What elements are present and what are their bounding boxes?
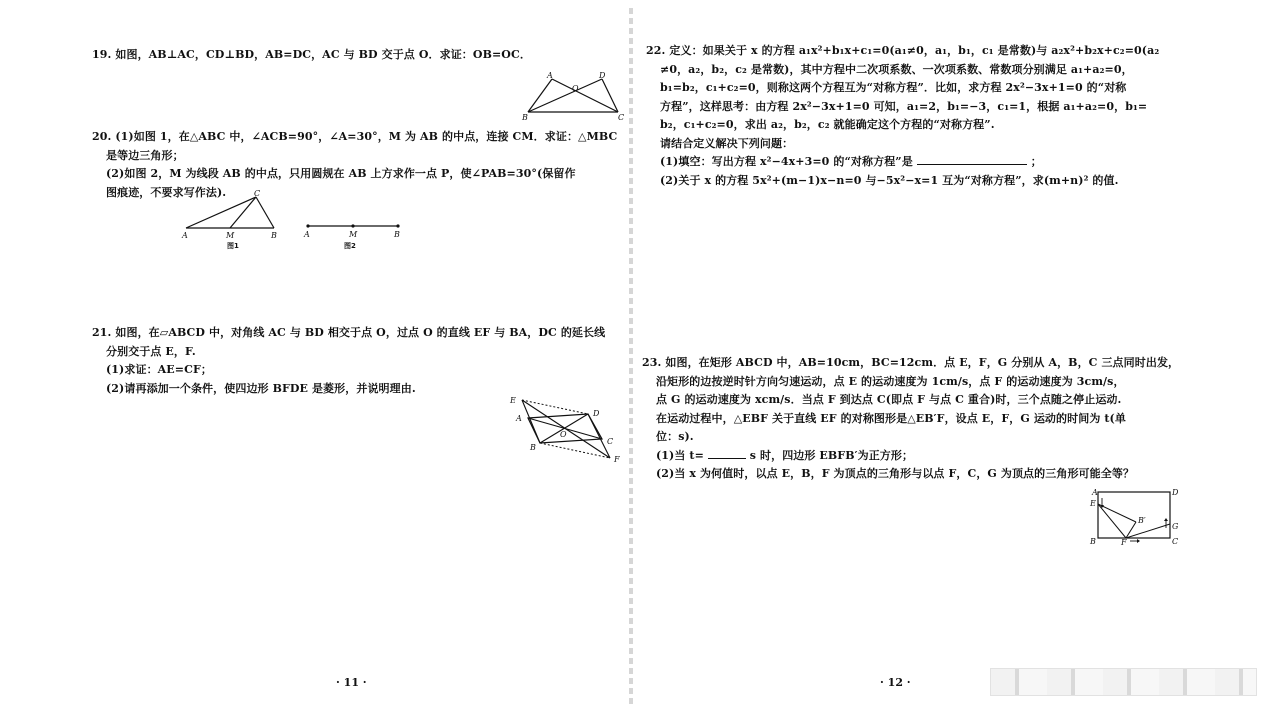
figure-q23 <box>1086 486 1182 546</box>
left-page <box>0 0 632 719</box>
fig2-label-m: M <box>349 230 358 239</box>
question-21-line-3: (1)求证：AE=CF； <box>106 363 212 376</box>
question-23-line-7: (2)当 x 为何值时，以点 E，B，F 为顶点的三角形与以点 F，C，G 为顶点的三角形可能全等？ <box>656 467 1135 480</box>
fig23-label-g: G <box>1172 522 1179 531</box>
figure-q19-label-b: B <box>522 113 528 122</box>
fig23-label-bprime: B′ <box>1138 516 1146 525</box>
question-23-line-6 <box>642 447 1179 466</box>
question-22-line-6: 请结合定义解决下列问题： <box>660 136 794 150</box>
question-23 <box>642 354 1179 484</box>
fig21-label-o: O <box>560 430 567 439</box>
answer-blank-time-t[interactable] <box>708 447 746 459</box>
question-23-line-4: 在运动过程中，△EBF 关于直线 EF 的对称图形是△EB′F，设点 E，F，G 运动的时间为 t(单 <box>656 411 1126 425</box>
fig2-label-a: A <box>304 230 310 239</box>
question-23-line-1: 23. 如图，在矩形 ABCD 中，AB=10cm，BC=12cm．点 E，F，G 分别从 A，B，C 三点同时出发， <box>642 356 1180 369</box>
fig23-label-a: A <box>1092 488 1098 497</box>
fig1-label-b: B <box>271 231 277 240</box>
page-number-right: · 12 · <box>880 676 911 689</box>
fig23-label-b: B <box>1090 537 1096 546</box>
question-22-line-2: ≠0，a₂，b₂，c₂ 是常数)，其中方程中二次项系数、一次项系数、常数项分别满足 a₁+a₂=0， <box>660 62 1133 76</box>
figure-q21 <box>506 392 626 468</box>
fig21-label-b: B <box>530 443 536 452</box>
question-22-line-5: b₂，c₁+c₂=0，求出 a₂，b₂，c₂ 就能确定这个方程的“对称方程”. <box>660 118 995 131</box>
question-21 <box>92 324 605 398</box>
fig21-label-d: D <box>593 409 600 418</box>
question-19-text: 19. 如图，AB⊥AC，CD⊥BD，AB=DC，AC 与 BD 交于点 O．求证：OB=OC． <box>92 48 531 61</box>
fig1-caption: 图1 <box>227 242 239 250</box>
fig21-label-a: A <box>516 414 522 423</box>
question-23-part1-end: s 时，四边形 EBFB′为正方形； <box>749 448 914 462</box>
fig23-label-e: E <box>1090 499 1096 508</box>
figure-q19-label-a: A <box>547 71 553 80</box>
figure-q19 <box>518 70 628 122</box>
question-20-line-3: (2)如图 2，M 为线段 AB 的中点，只用圆规在 AB 上方求作一点 P，使∠PAB=30°(保留作 <box>106 167 576 180</box>
question-21-line-4: (2)请再添加一个条件，使四边形 BFDE 是菱形，并说明理由. <box>106 381 416 395</box>
right-page <box>632 0 1278 719</box>
scanner-edge-artifact <box>990 668 1257 696</box>
fig2-label-b: B <box>394 230 400 239</box>
question-21-line-2: 分别交于点 E，F. <box>106 344 196 358</box>
fig23-label-f: F <box>1121 538 1127 546</box>
question-21-line-1: 21. 如图，在▱ABCD 中，对角线 AC 与 BD 相交于点 O，过点 O 的直线 EF 与 BA，DC 的延长线 <box>92 326 606 339</box>
question-22-line-1: 22. 定义：如果关于 x 的方程 a₁x²+b₁x+c₁=0(a₁≠0，a₁，b₁，c₁ 是常数)与 a₂x²+b₂x+c₂=0(a₂ <box>646 44 1160 57</box>
fig1-label-m: M <box>226 231 235 240</box>
fig21-label-e: E <box>510 396 516 405</box>
question-22 <box>646 42 1159 190</box>
fig1-label-c: C <box>254 190 261 198</box>
figure-q19-label-c: C <box>618 113 625 122</box>
page-number-left: · 11 · <box>336 676 367 689</box>
question-19 <box>92 46 531 65</box>
question-22-line-8: (2)关于 x 的方程 5x²+(m−1)x−n=0 与−5x²−x=1 互为“对称方程”，求(m+n)² 的值. <box>660 173 1119 187</box>
fig23-label-d: D <box>1172 488 1179 497</box>
question-23-line-5: 位：s). <box>656 430 694 443</box>
figure-q19-label-o: O <box>572 84 579 93</box>
question-20-line-4: 图痕迹，不要求写作法). <box>106 185 227 199</box>
answer-blank-symmetric-equation[interactable] <box>917 153 1027 165</box>
question-22-line-7 <box>646 153 1159 172</box>
question-22-line-3: b₁=b₂，c₁+c₂=0，则称这两个方程互为“对称方程”．比如，求方程 2x²−3x+1=0 的“对称 <box>660 81 1127 94</box>
figure-q20 <box>176 190 416 252</box>
figure-q19-label-d: D <box>599 71 606 80</box>
fig23-label-c: C <box>1172 537 1179 546</box>
fig2-caption: 图2 <box>344 242 356 250</box>
question-22-line-4: 方程”，这样思考：由方程 2x²−3x+1=0 可知，a₁=2，b₁=−3，c₁=1，根据 a₁+a₂=0，b₁= <box>660 99 1148 113</box>
question-23-line-3: 点 G 的运动速度为 xcm/s．当点 F 到达点 C(即点 F 与点 C 重合)时，三个点随之停止运动. <box>656 393 1122 406</box>
question-20-line-1: 20. (1)如图 1，在△ABC 中，∠ACB=90°，∠A=30°，M 为 AB 的中点，连接 CM．求证：△MBC <box>92 130 618 143</box>
question-22-part1-end: ； <box>1030 155 1042 168</box>
fig1-label-a: A <box>182 231 188 240</box>
question-20-line-2: 是等边三角形； <box>106 148 184 162</box>
question-23-part1-prompt: (1)当 t= <box>656 448 704 462</box>
question-23-line-2: 沿矩形的边按逆时针方向匀速运动，点 E 的运动速度为 1cm/s，点 F 的运动速度为 3cm/s， <box>656 374 1125 388</box>
question-22-part1-prompt: (1)填空：写出方程 x²−4x+3=0 的“对称方程”是 <box>660 155 913 168</box>
fig21-label-f: F <box>614 455 620 464</box>
fig21-label-c: C <box>607 437 614 446</box>
